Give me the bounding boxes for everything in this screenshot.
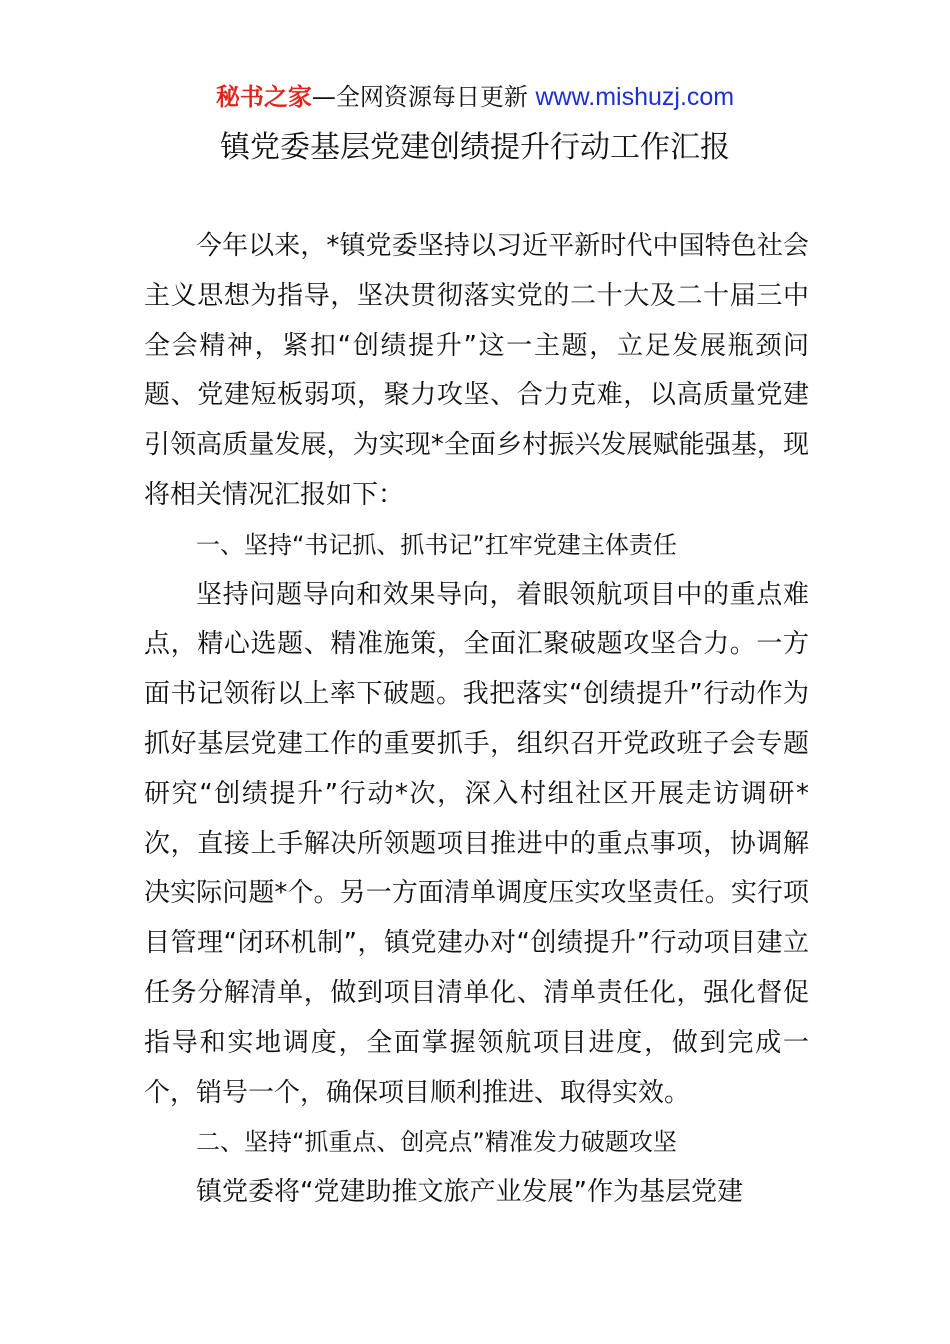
document-title: 镇党委基层党建创绩提升行动工作汇报 bbox=[220, 130, 730, 165]
site-brand: 秘书之家 bbox=[215, 83, 312, 111]
section-heading-2: 二、坚持“抓重点、创亮点”精准发力破题攻坚 bbox=[196, 1128, 677, 1157]
site-url-link[interactable]: www.mishuzj.com bbox=[535, 83, 735, 111]
section-1-paragraph: 坚持问题导向和效果导向，着眼领航项目中的重点难点，精心选题、精准施策，全面汇聚破题攻坚合力。一方面书记领衔以上率下破题。我把落实“创绩提升”行动作为抓好基层党建工作的重要抓手，组织召开党政班子会专题研究“创绩提升”行动*次，深入村组社区开展走访调研*次，直接上手解决所领题项目推进中的重点事项，协调解决实际问题*个。另一方面清单调度压实攻坚责任。实行项目管理“闭环机制”，镇党建办对“创绩提升”行动项目建立任务分解清单，做到项目清单化、清单责任化，强化督促指导和实地调度，全面掌握领航项目进度，做到完成一个，销号一个，确保项目顺利推进、取得实效。 bbox=[144, 579, 809, 1108]
document-body bbox=[144, 222, 809, 1218]
site-header bbox=[0, 80, 950, 114]
section-2-paragraph: 镇党委将“党建助推文旅产业发展”作为基层党建 bbox=[196, 1177, 743, 1208]
site-tagline: —全网资源每日更新 bbox=[311, 83, 528, 111]
section-heading-1: 一、坚持“书记抓、抓书记”扛牢党建主体责任 bbox=[196, 530, 677, 559]
intro-paragraph: 今年以来，*镇党委坚持以习近平新时代中国特色社会主义思想为指导，坚决贯彻落实党的二十大及二十届三中全会精神，紧扣“创绩提升”这一主题，立足发展瓶颈问题、党建短板弱项，聚力攻坚、合力克难，以高质量党建引领高质量发展，为实现*全面乡村振兴发展赋能强基，现将相关情况汇报如下： bbox=[144, 231, 809, 510]
